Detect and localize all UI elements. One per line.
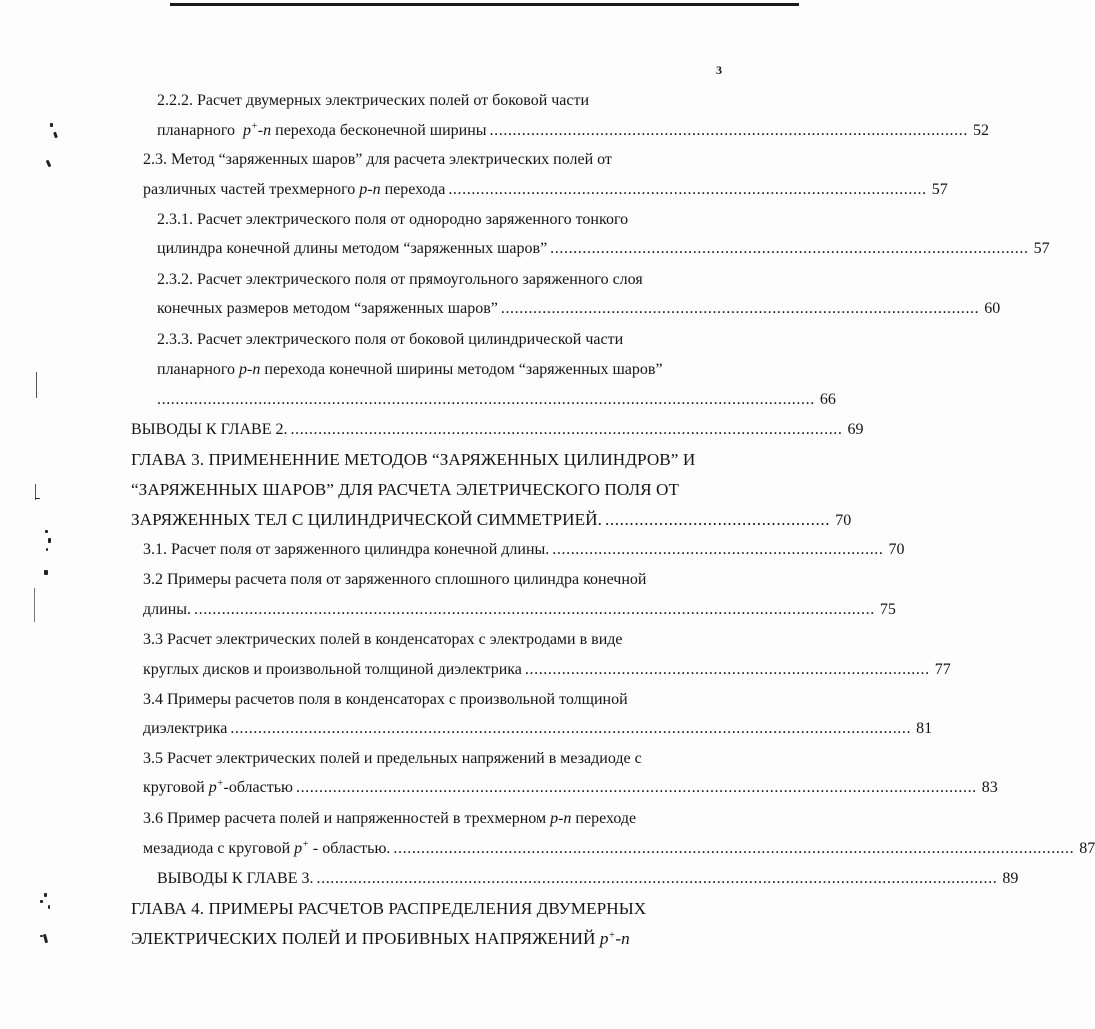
toc-entry-2-3-line2: различных частей трехмерного p-n перехода ........................................................................................................ 57	[143, 175, 724, 205]
scan-speck	[46, 548, 48, 551]
toc-entry-3-4-line1: 3.4 Примеры расчетов поля в конденсаторах с произвольной толщиной	[143, 691, 628, 708]
dot-leader: ........................................................................................................	[448, 181, 927, 198]
page-ref: 69	[847, 421, 864, 438]
dot-leader: ........................................................................................................	[500, 300, 980, 317]
page-ref: 66	[819, 391, 836, 408]
page-ref: 70	[835, 512, 852, 529]
toc-entry-2-3-3-line3	[157, 385, 836, 415]
scan-speck	[48, 905, 50, 909]
dot-leader: ...............................................................................................................................................	[157, 391, 815, 408]
scan-speck	[45, 530, 48, 533]
scan-speck	[43, 934, 48, 943]
dot-leader: ........................................................................................................	[489, 122, 968, 139]
toc-entry-2-3-3-line1: 2.3.3. Расчет электрического поля от боковой цилиндрической части	[157, 331, 624, 348]
dot-leader: ....................................................................................................................................................	[230, 720, 912, 737]
toc-entry-3-5-line1: 3.5 Расчет электрических полей и предельных напряжений в мезадиоде с	[143, 750, 642, 767]
page-ref: 77	[934, 661, 951, 678]
toc-entry-2-3-2-line2: конечных размеров методом “заряженных шаров” ........................................................................................................ 60	[157, 294, 724, 324]
toc-entry-3-6-line2: мезадиода с круговой p+ - областью. .................................................................................................................................................... 87	[143, 834, 724, 864]
scan-margin-line	[36, 372, 37, 398]
toc-chapter-4-line2: ЭЛЕКТРИЧЕСКИХ ПОЛЕЙ И ПРОБИВНЫХ НАПРЯЖЕНИЙ p+-n	[131, 929, 630, 948]
page-ref: 89	[1002, 870, 1019, 887]
dot-leader: ........................................................................	[552, 541, 884, 558]
toc-entry-3-5-line2: круговой p+ -областью .................................................................................................................................................... 83	[143, 773, 724, 803]
page-ref: 52	[972, 122, 989, 139]
page-ref: 87	[1079, 840, 1095, 857]
page-ref: 81	[916, 720, 933, 737]
toc-chapter-3-line1: ГЛАВА 3. ПРИМЕНЕННИЕ МЕТОДОВ “ЗАРЯЖЕННЫХ ЦИЛИНДРОВ” И	[131, 450, 696, 469]
page-ref: 57	[931, 181, 948, 198]
page-ref: 70	[888, 541, 905, 558]
dot-leader: ........................................................................................................	[550, 240, 1029, 257]
toc-entry-3-3-line1: 3.3 Расчет электрических полей в конденсаторах с электродами в виде	[143, 631, 623, 648]
toc-entry-3-3-line2: круглых дисков и произвольной толщиной диэлектрика ........................................................................................ 77	[143, 655, 724, 685]
scan-speck	[44, 570, 48, 575]
scan-speck	[40, 935, 43, 937]
toc-chapter-4-line1: ГЛАВА 4. ПРИМЕРЫ РАСЧЕТОВ РАСПРЕДЕЛЕНИЯ ДВУМЕРНЫХ	[131, 899, 647, 918]
scan-speck	[50, 123, 53, 127]
toc-entry-conclusions-ch3: ВЫВОДЫ К ГЛАВЕ 3. .................................................................................................................................................... 89	[157, 864, 724, 894]
scan-speck	[35, 498, 40, 499]
toc-entry-2-3-line1: 2.3. Метод “заряженных шаров” для расчета электрических полей от	[143, 151, 612, 168]
dot-leader: ....................................................................................................................................................	[194, 601, 875, 618]
dot-leader: ....................................................................................................................................................	[316, 870, 998, 887]
toc-entry-conclusions-ch2: ВЫВОДЫ К ГЛАВЕ 2. ........................................................................................................................ 69	[131, 415, 724, 445]
scan-speck	[44, 893, 47, 897]
toc-entry-3-2-line1: 3.2 Примеры расчета поля от заряженного сплошного цилиндра конечной	[143, 571, 647, 588]
toc-entry-2-3-2-line1: 2.3.2. Расчет электрического поля от прямоугольного заряженного слоя	[157, 271, 643, 288]
toc-entry-2-3-1-line1: 2.3.1. Расчет электрического поля от однородно заряженного тонкого	[157, 211, 629, 228]
toc-entry-2-3-3-line2: планарного p-n перехода конечной ширины методом “заряженных шаров”	[157, 361, 663, 378]
toc-entry-2-3-1-line2: цилиндра конечной длины методом “заряженных шаров” ........................................................................................................ 57	[157, 234, 724, 264]
page-ref: 75	[879, 601, 896, 618]
toc-entry-3-2-line2: длины. .................................................................................................................................................... 75	[143, 595, 724, 625]
dot-leader: ....................................................................................................................................................	[295, 779, 977, 796]
dot-leader: ........................................................................................................................	[290, 421, 843, 438]
toc-entry-3-6-line1: 3.6 Пример расчета полей и напряженностей в трехмерном p-n переходе	[143, 810, 637, 827]
page-ref: 60	[984, 300, 1001, 317]
toc-entry-3-1: 3.1. Расчет поля от заряженного цилиндра конечной длины. ........................................................................ 70	[143, 535, 724, 565]
dot-leader: ....................................................................................................................................................	[393, 840, 1075, 857]
dot-leader: ..............................................	[604, 510, 831, 529]
scan-margin-line	[34, 588, 35, 622]
toc-entry-3-4-line2: диэлектрика .................................................................................................................................................... 81	[143, 714, 724, 744]
toc-chapter-3-line3: ЗАРЯЖЕННЫХ ТЕЛ С ЦИЛИНДРИЧЕСКОЙ СИММЕТРИЕЙ. .............................................. 70	[131, 505, 724, 535]
toc-entry-2-2-2-line1: 2.2.2. Расчет двумерных электрических полей от боковой части	[157, 92, 590, 109]
top-border-rule	[170, 3, 799, 6]
scan-speck	[46, 160, 52, 168]
scan-speck	[48, 538, 51, 543]
scan-speck	[53, 132, 58, 139]
page-number: 3	[716, 63, 722, 77]
toc-chapter-3-line2: “ЗАРЯЖЕННЫХ ШАРОВ” ДЛЯ РАСЧЕТА ЭЛЕТРИЧЕСКОГО ПОЛЯ ОТ	[131, 480, 680, 499]
dot-leader: ........................................................................................	[524, 661, 930, 678]
page-ref: 83	[981, 779, 998, 796]
toc-entry-2-2-2-line2: планарного p+-n перехода бесконечной ширины ........................................................................................................ 52	[157, 116, 724, 146]
page-ref: 57	[1033, 240, 1050, 257]
scan-speck	[40, 900, 43, 903]
